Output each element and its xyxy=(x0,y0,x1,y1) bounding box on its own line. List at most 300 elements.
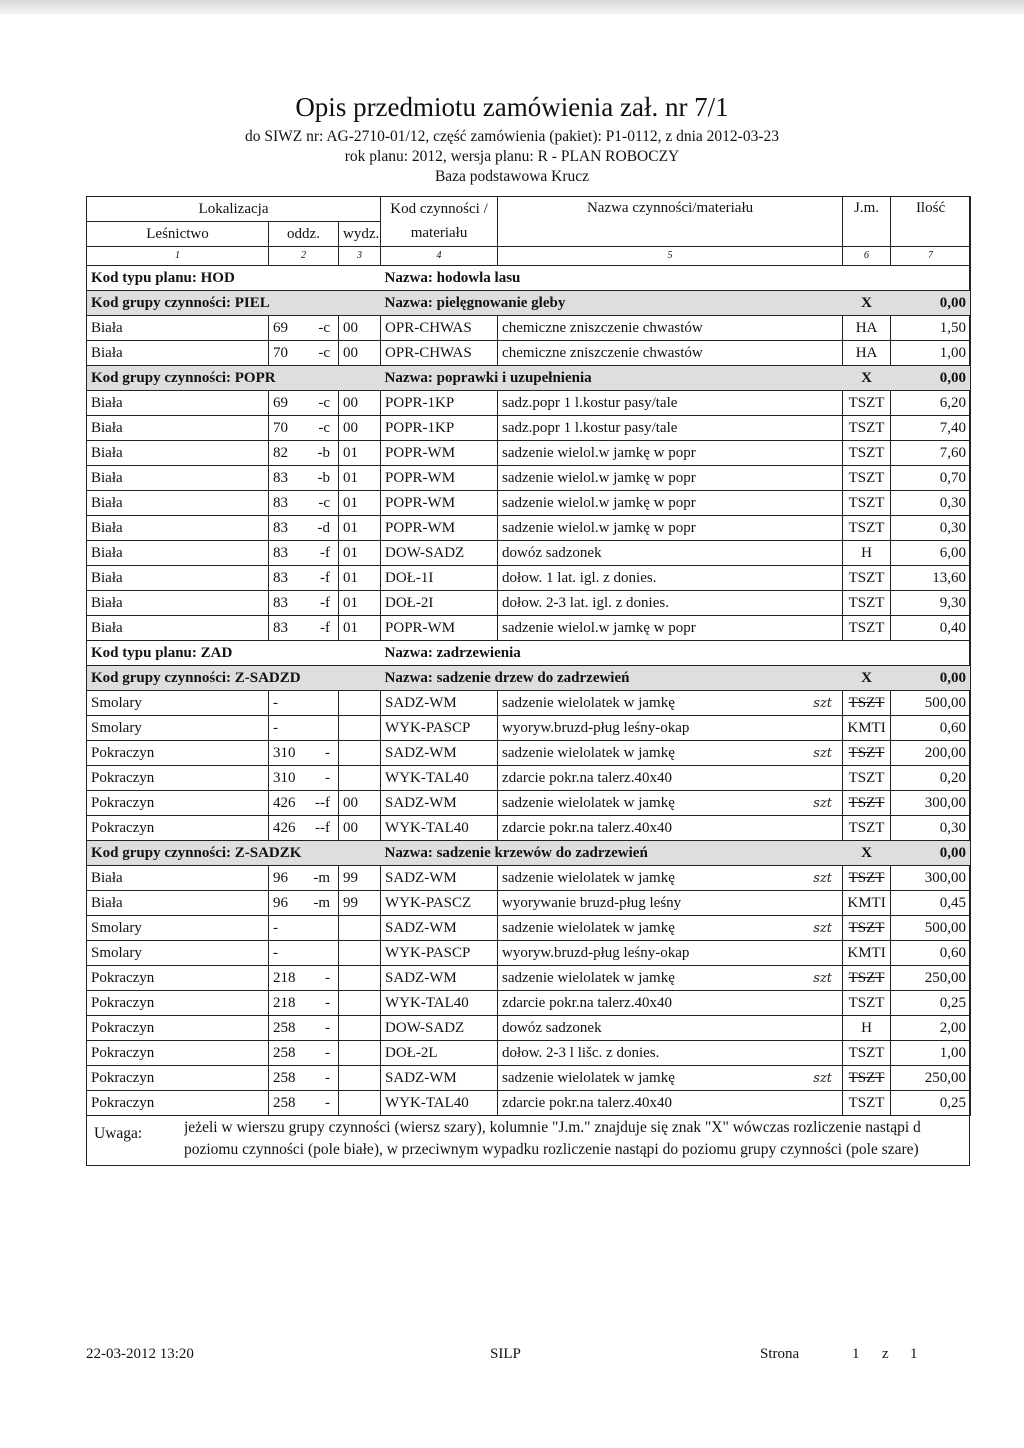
table-row xyxy=(87,941,971,966)
cell-wydz xyxy=(339,691,381,716)
table-row xyxy=(87,1091,971,1116)
nazwa-text: wyoryw.bruzd-pług leśny-okap xyxy=(502,944,690,961)
cell-lesnictwo: Biała xyxy=(87,566,269,591)
oddz-suffix: - xyxy=(325,1019,330,1036)
oddz-number: 70 xyxy=(273,344,288,361)
scan-edge xyxy=(0,0,1024,14)
cell-jm: TSZT xyxy=(843,441,891,466)
subtitle-line-3: Baza podstawowa Krucz xyxy=(434,168,590,185)
table-row xyxy=(87,341,971,366)
cell-kod: POPR-WM xyxy=(381,491,498,516)
handwritten-annotation: szt xyxy=(813,795,833,811)
oddz-suffix: - xyxy=(325,1094,330,1111)
cell-ilosc: 0,30 xyxy=(891,816,971,841)
group-name: Nazwa: sadzenie drzew do zadrzewień xyxy=(381,666,843,691)
note-label: Uwaga: xyxy=(94,1125,143,1142)
header-lesnictwo: Leśnictwo xyxy=(87,222,269,247)
table-row xyxy=(87,416,971,441)
cell-ilosc: 6,00 xyxy=(891,541,971,566)
cell-ilosc: 500,00 xyxy=(891,916,971,941)
cell-jm: TSZT xyxy=(843,391,891,416)
cell-kod: SADZ-WM xyxy=(381,1066,498,1091)
cell-wydz: 01 xyxy=(339,616,381,641)
cell-nazwa xyxy=(498,341,843,366)
oddz-wrap xyxy=(273,1042,334,1065)
cell-lesnictwo: Biała xyxy=(87,466,269,491)
cell-jm: TSZT xyxy=(843,616,891,641)
cell-lesnictwo: Pokraczyn xyxy=(87,991,269,1016)
oddz-wrap xyxy=(273,442,334,465)
cell-kod: SADZ-WM xyxy=(381,691,498,716)
cell-oddz xyxy=(269,941,339,966)
header-kod-line1: Kod czynności / xyxy=(381,197,498,222)
oddz-number: 258 xyxy=(273,1069,296,1086)
cell-oddz xyxy=(269,966,339,991)
cell-jm: KMTI xyxy=(843,716,891,741)
cell-ilosc: 1,50 xyxy=(891,316,971,341)
oddz-wrap xyxy=(273,767,334,790)
oddz-wrap xyxy=(273,1092,334,1115)
cell-oddz xyxy=(269,1041,339,1066)
footer-page-num: 1 xyxy=(852,1346,860,1362)
oddz-wrap xyxy=(273,467,334,490)
header-col-numbers xyxy=(87,247,971,266)
plan-ilosc xyxy=(891,641,971,666)
cell-wydz xyxy=(339,716,381,741)
plan-ilosc xyxy=(891,266,971,291)
oddz-number: - xyxy=(273,919,278,936)
nazwa-text: sadzenie wielolatek w jamkę xyxy=(502,969,675,986)
cell-kod: WYK-PASCZ xyxy=(381,891,498,916)
cell-kod: SADZ-WM xyxy=(381,966,498,991)
cell-lesnictwo: Biała xyxy=(87,316,269,341)
oddz-wrap xyxy=(273,342,334,365)
nazwa-text: wyorywanie bruzd-pług leśny xyxy=(502,894,682,911)
cell-lesnictwo: Pokraczyn xyxy=(87,1066,269,1091)
cell-jm: TSZT xyxy=(843,416,891,441)
cell-ilosc: 0,70 xyxy=(891,466,971,491)
cell-jm: H xyxy=(843,541,891,566)
cell-nazwa xyxy=(498,916,843,941)
cell-kod: SADZ-WM xyxy=(381,866,498,891)
oddz-number: - xyxy=(273,719,278,736)
table-row xyxy=(87,1041,971,1066)
oddz-number: 83 xyxy=(273,569,288,586)
cell-nazwa xyxy=(498,741,843,766)
oddz-wrap xyxy=(273,817,334,840)
col-num-5: 5 xyxy=(498,247,843,266)
oddz-wrap xyxy=(273,492,334,515)
group-jm: X xyxy=(843,366,891,391)
cell-jm: TSZT xyxy=(843,991,891,1016)
cell-kod: POPR-WM xyxy=(381,616,498,641)
oddz-wrap xyxy=(273,1067,334,1090)
cell-wydz: 00 xyxy=(339,816,381,841)
cell-nazwa xyxy=(498,991,843,1016)
nazwa-text: sadzenie wielolatek w jamkę xyxy=(502,694,675,711)
oddz-wrap xyxy=(273,867,334,890)
cell-kod: WYK-TAL40 xyxy=(381,991,498,1016)
header-jm: J.m. xyxy=(843,197,891,247)
cell-kod: POPR-WM xyxy=(381,516,498,541)
oddz-suffix: - xyxy=(325,1069,330,1086)
cell-oddz xyxy=(269,341,339,366)
group-code: Kod grupy czynności: Z-SADZD xyxy=(87,666,381,691)
oddz-suffix: - xyxy=(325,969,330,986)
cell-ilosc: 0,45 xyxy=(891,891,971,916)
cell-oddz xyxy=(269,566,339,591)
cell-nazwa xyxy=(498,766,843,791)
table-row xyxy=(87,566,971,591)
col-num-1: 1 xyxy=(87,247,269,266)
header-nazwa: Nazwa czynności/materiału xyxy=(498,197,843,247)
cell-jm: TSZT xyxy=(843,766,891,791)
nazwa-text: zdarcie pokr.na talerz.40x40 xyxy=(502,1094,672,1111)
cell-wydz xyxy=(339,1066,381,1091)
oddz-number: 426 xyxy=(273,819,296,836)
cell-wydz xyxy=(339,916,381,941)
cell-ilosc: 0,60 xyxy=(891,941,971,966)
col-num-3: 3 xyxy=(339,247,381,266)
plan-name: Nazwa: hodowla lasu xyxy=(381,266,843,291)
oddz-wrap xyxy=(273,417,334,440)
cell-jm: TSZT xyxy=(843,741,891,766)
oddz-suffix: -c xyxy=(318,319,330,336)
oddz-wrap xyxy=(273,917,334,940)
cell-ilosc: 300,00 xyxy=(891,791,971,816)
cell-kod: OPR-CHWAS xyxy=(381,341,498,366)
nazwa-text: sadzenie wielolatek w jamkę xyxy=(502,869,675,886)
cell-kod: POPR-1KP xyxy=(381,416,498,441)
group-code: Kod grupy czynności: PIEL xyxy=(87,291,381,316)
header-kod-line2: materiału xyxy=(381,222,498,247)
cell-lesnictwo: Pokraczyn xyxy=(87,966,269,991)
oddz-number: 83 xyxy=(273,519,288,536)
nazwa-text: sadzenie wielol.w jamkę w popr xyxy=(502,469,696,486)
cell-kod: SADZ-WM xyxy=(381,791,498,816)
oddz-wrap xyxy=(273,792,334,815)
group-jm: X xyxy=(843,841,891,866)
oddz-number: 70 xyxy=(273,419,288,436)
cell-oddz xyxy=(269,591,339,616)
cell-lesnictwo: Biała xyxy=(87,391,269,416)
cell-lesnictwo: Smolary xyxy=(87,691,269,716)
cell-nazwa xyxy=(498,691,843,716)
cell-oddz xyxy=(269,1091,339,1116)
col-num-6: 6 xyxy=(843,247,891,266)
cell-oddz xyxy=(269,691,339,716)
cell-jm: TSZT xyxy=(843,516,891,541)
cell-jm: H xyxy=(843,1016,891,1041)
group-jm: X xyxy=(843,666,891,691)
oddz-suffix: -c xyxy=(318,494,330,511)
cell-kod: POPR-WM xyxy=(381,441,498,466)
cell-kod: OPR-CHWAS xyxy=(381,316,498,341)
cell-nazwa xyxy=(498,791,843,816)
nazwa-text: dowóz sadzonek xyxy=(502,1019,602,1036)
table-row xyxy=(87,591,971,616)
oddz-suffix: --f xyxy=(315,819,330,836)
oddz-number: 218 xyxy=(273,994,296,1011)
oddz-suffix: -c xyxy=(318,419,330,436)
oddz-wrap xyxy=(273,992,334,1015)
cell-nazwa xyxy=(498,966,843,991)
note-line-2: poziomu czynności (pole białe), w przeciwnym wypadku rozliczenie nastąpi do poziomu grupy czynności (pole szare) xyxy=(184,1141,919,1158)
nazwa-text: sadzenie wielolatek w jamkę xyxy=(502,744,675,761)
oddz-number: 96 xyxy=(273,869,288,886)
group-row xyxy=(87,666,971,691)
oddz-suffix: -b xyxy=(317,444,330,461)
header-wydz: wydz. xyxy=(339,222,381,247)
oddz-wrap xyxy=(273,967,334,990)
nazwa-text: dowóz sadzonek xyxy=(502,544,602,561)
plan-type-row xyxy=(87,266,971,291)
cell-jm: TSZT xyxy=(843,1091,891,1116)
cell-jm: TSZT xyxy=(843,916,891,941)
cell-wydz: 99 xyxy=(339,866,381,891)
oddz-suffix: - xyxy=(325,769,330,786)
cell-ilosc: 0,30 xyxy=(891,491,971,516)
group-ilosc: 0,00 xyxy=(891,666,971,691)
footer-page-label: Strona xyxy=(760,1346,800,1362)
table-row xyxy=(87,716,971,741)
col-num-7: 7 xyxy=(891,247,971,266)
table-row xyxy=(87,616,971,641)
plan-code: Kod typu planu: ZAD xyxy=(87,641,381,666)
oddz-number: 258 xyxy=(273,1044,296,1061)
cell-wydz: 00 xyxy=(339,416,381,441)
subtitle-line-2: rok planu: 2012, wersja planu: R - PLAN ROBOCZY xyxy=(344,148,680,165)
header-ilosc: Ilość xyxy=(891,197,971,247)
handwritten-annotation: szt xyxy=(813,870,833,886)
oddz-wrap xyxy=(273,892,334,915)
group-ilosc: 0,00 xyxy=(891,366,971,391)
nazwa-text: sadzenie wielol.w jamkę w popr xyxy=(502,619,696,636)
page-title: Opis przedmiotu zamówienia zał. nr 7/1 xyxy=(295,92,729,122)
cell-jm: TSZT xyxy=(843,466,891,491)
cell-wydz: 01 xyxy=(339,441,381,466)
table-row xyxy=(87,516,971,541)
cell-ilosc: 0,40 xyxy=(891,616,971,641)
cell-kod: DOŁ-2L xyxy=(381,1041,498,1066)
cell-ilosc: 0,30 xyxy=(891,516,971,541)
cell-wydz xyxy=(339,1016,381,1041)
cell-wydz: 01 xyxy=(339,466,381,491)
cell-kod: DOW-SADZ xyxy=(381,1016,498,1041)
cell-ilosc: 0,25 xyxy=(891,1091,971,1116)
cell-wydz xyxy=(339,766,381,791)
cell-ilosc: 9,30 xyxy=(891,591,971,616)
oddz-suffix: - xyxy=(325,994,330,1011)
cell-ilosc: 500,00 xyxy=(891,691,971,716)
nazwa-text: sadzenie wielol.w jamkę w popr xyxy=(502,519,696,536)
oddz-suffix: -f xyxy=(320,594,330,611)
oddz-number: 96 xyxy=(273,894,288,911)
table-row xyxy=(87,991,971,1016)
cell-oddz xyxy=(269,466,339,491)
cell-kod: SADZ-WM xyxy=(381,741,498,766)
oddz-number: - xyxy=(273,944,278,961)
cell-jm: TSZT xyxy=(843,566,891,591)
oddz-number: 83 xyxy=(273,544,288,561)
footer-page-total: 1 xyxy=(910,1346,918,1362)
cell-ilosc: 2,00 xyxy=(891,1016,971,1041)
group-ilosc: 0,00 xyxy=(891,841,971,866)
cell-kod: WYK-TAL40 xyxy=(381,766,498,791)
nazwa-text: chemiczne zniszczenie chwastów xyxy=(502,319,703,336)
cell-lesnictwo: Biała xyxy=(87,491,269,516)
cell-oddz xyxy=(269,741,339,766)
table-row xyxy=(87,766,971,791)
cell-ilosc: 1,00 xyxy=(891,1041,971,1066)
oddz-number: - xyxy=(273,694,278,711)
cell-jm: TSZT xyxy=(843,591,891,616)
oddz-suffix: -c xyxy=(318,344,330,361)
nazwa-text: dołow. 2-3 l lišc. z donies. xyxy=(502,1044,660,1061)
cell-nazwa xyxy=(498,1016,843,1041)
cell-oddz xyxy=(269,416,339,441)
oddz-number: 83 xyxy=(273,619,288,636)
cell-jm: KMTI xyxy=(843,941,891,966)
nazwa-text: sadzenie wielolatek w jamkę xyxy=(502,794,675,811)
cell-oddz xyxy=(269,766,339,791)
nazwa-text: zdarcie pokr.na talerz.40x40 xyxy=(502,769,672,786)
cell-wydz xyxy=(339,1041,381,1066)
cell-lesnictwo: Pokraczyn xyxy=(87,816,269,841)
cell-nazwa xyxy=(498,466,843,491)
cell-lesnictwo: Smolary xyxy=(87,916,269,941)
cell-jm: TSZT xyxy=(843,791,891,816)
oddz-number: 310 xyxy=(273,769,296,786)
cell-wydz: 00 xyxy=(339,341,381,366)
col-num-2: 2 xyxy=(269,247,339,266)
oddz-wrap xyxy=(273,592,334,615)
oddz-suffix: -f xyxy=(320,619,330,636)
cell-oddz xyxy=(269,1016,339,1041)
oddz-number: 83 xyxy=(273,594,288,611)
oddz-suffix: -m xyxy=(313,894,330,911)
cell-oddz xyxy=(269,716,339,741)
nazwa-text: sadzenie wielolatek w jamkę xyxy=(502,1069,675,1086)
oddz-suffix: - xyxy=(325,1044,330,1061)
cell-wydz xyxy=(339,1091,381,1116)
cell-wydz: 00 xyxy=(339,791,381,816)
cell-kod: DOW-SADZ xyxy=(381,541,498,566)
cell-ilosc: 1,00 xyxy=(891,341,971,366)
cell-ilosc: 7,40 xyxy=(891,416,971,441)
table-row xyxy=(87,741,971,766)
oddz-number: 69 xyxy=(273,394,288,411)
cell-lesnictwo: Pokraczyn xyxy=(87,1091,269,1116)
cell-ilosc: 250,00 xyxy=(891,1066,971,1091)
oddz-number: 258 xyxy=(273,1019,296,1036)
cell-nazwa xyxy=(498,591,843,616)
table-row xyxy=(87,541,971,566)
cell-wydz xyxy=(339,741,381,766)
oddz-number: 258 xyxy=(273,1094,296,1111)
cell-ilosc: 0,20 xyxy=(891,766,971,791)
group-ilosc: 0,00 xyxy=(891,291,971,316)
cell-jm: TSZT xyxy=(843,1041,891,1066)
cell-nazwa xyxy=(498,541,843,566)
cell-jm: TSZT xyxy=(843,491,891,516)
cell-ilosc: 0,60 xyxy=(891,716,971,741)
cell-lesnictwo: Pokraczyn xyxy=(87,791,269,816)
cell-nazwa xyxy=(498,866,843,891)
oddz-wrap xyxy=(273,392,334,415)
cell-nazwa xyxy=(498,516,843,541)
nazwa-text: sadzenie wielol.w jamkę w popr xyxy=(502,444,696,461)
table-row xyxy=(87,1066,971,1091)
table-row xyxy=(87,441,971,466)
oddz-wrap xyxy=(273,617,334,640)
col-num-4: 4 xyxy=(381,247,498,266)
cell-jm: KMTI xyxy=(843,891,891,916)
oddz-suffix: -c xyxy=(318,394,330,411)
cell-ilosc: 250,00 xyxy=(891,966,971,991)
cell-oddz xyxy=(269,541,339,566)
cell-nazwa xyxy=(498,391,843,416)
cell-kod: DOŁ-2I xyxy=(381,591,498,616)
cell-oddz xyxy=(269,516,339,541)
group-row xyxy=(87,366,971,391)
nazwa-text: chemiczne zniszczenie chwastów xyxy=(502,344,703,361)
handwritten-annotation: szt xyxy=(813,920,833,936)
footer-datetime: 22-03-2012 13:20 xyxy=(86,1346,194,1362)
cell-nazwa xyxy=(498,941,843,966)
footer-page-of: z xyxy=(882,1346,889,1362)
oddz-number: 426 xyxy=(273,794,296,811)
nazwa-text: zdarcie pokr.na talerz.40x40 xyxy=(502,994,672,1011)
cell-oddz xyxy=(269,1066,339,1091)
oddz-number: 218 xyxy=(273,969,296,986)
nazwa-text: dołow. 2-3 lat. igl. z donies. xyxy=(502,594,669,611)
oddz-wrap xyxy=(273,567,334,590)
table-row xyxy=(87,466,971,491)
oddz-number: 69 xyxy=(273,319,288,336)
cell-wydz: 01 xyxy=(339,491,381,516)
plan-type-row xyxy=(87,641,971,666)
group-code: Kod grupy czynności: POPR xyxy=(87,366,381,391)
oddz-wrap xyxy=(273,317,334,340)
oddz-suffix: -d xyxy=(317,519,330,536)
cell-nazwa xyxy=(498,491,843,516)
cell-oddz xyxy=(269,991,339,1016)
header-lokalizacja: Lokalizacja xyxy=(87,197,381,222)
plan-jm xyxy=(843,266,891,291)
footer-system: SILP xyxy=(490,1346,521,1362)
cell-jm: TSZT xyxy=(843,691,891,716)
oddz-number: 83 xyxy=(273,469,288,486)
cell-nazwa xyxy=(498,1041,843,1066)
cell-kod: WYK-TAL40 xyxy=(381,816,498,841)
cell-wydz: 01 xyxy=(339,541,381,566)
cell-nazwa xyxy=(498,716,843,741)
group-name: Nazwa: sadzenie krzewów do zadrzewień xyxy=(381,841,843,866)
oddz-suffix: --f xyxy=(315,794,330,811)
cell-ilosc: 300,00 xyxy=(891,866,971,891)
nazwa-text: sadzenie wielolatek w jamkę xyxy=(502,919,675,936)
cell-lesnictwo: Biała xyxy=(87,441,269,466)
cell-jm: TSZT xyxy=(843,966,891,991)
cell-jm: HA xyxy=(843,316,891,341)
cell-jm: TSZT xyxy=(843,1066,891,1091)
cell-wydz: 01 xyxy=(339,591,381,616)
group-name: Nazwa: pielęgnowanie gleby xyxy=(381,291,843,316)
cell-oddz xyxy=(269,441,339,466)
oddz-wrap xyxy=(273,542,334,565)
plan-name: Nazwa: zadrzewienia xyxy=(381,641,843,666)
